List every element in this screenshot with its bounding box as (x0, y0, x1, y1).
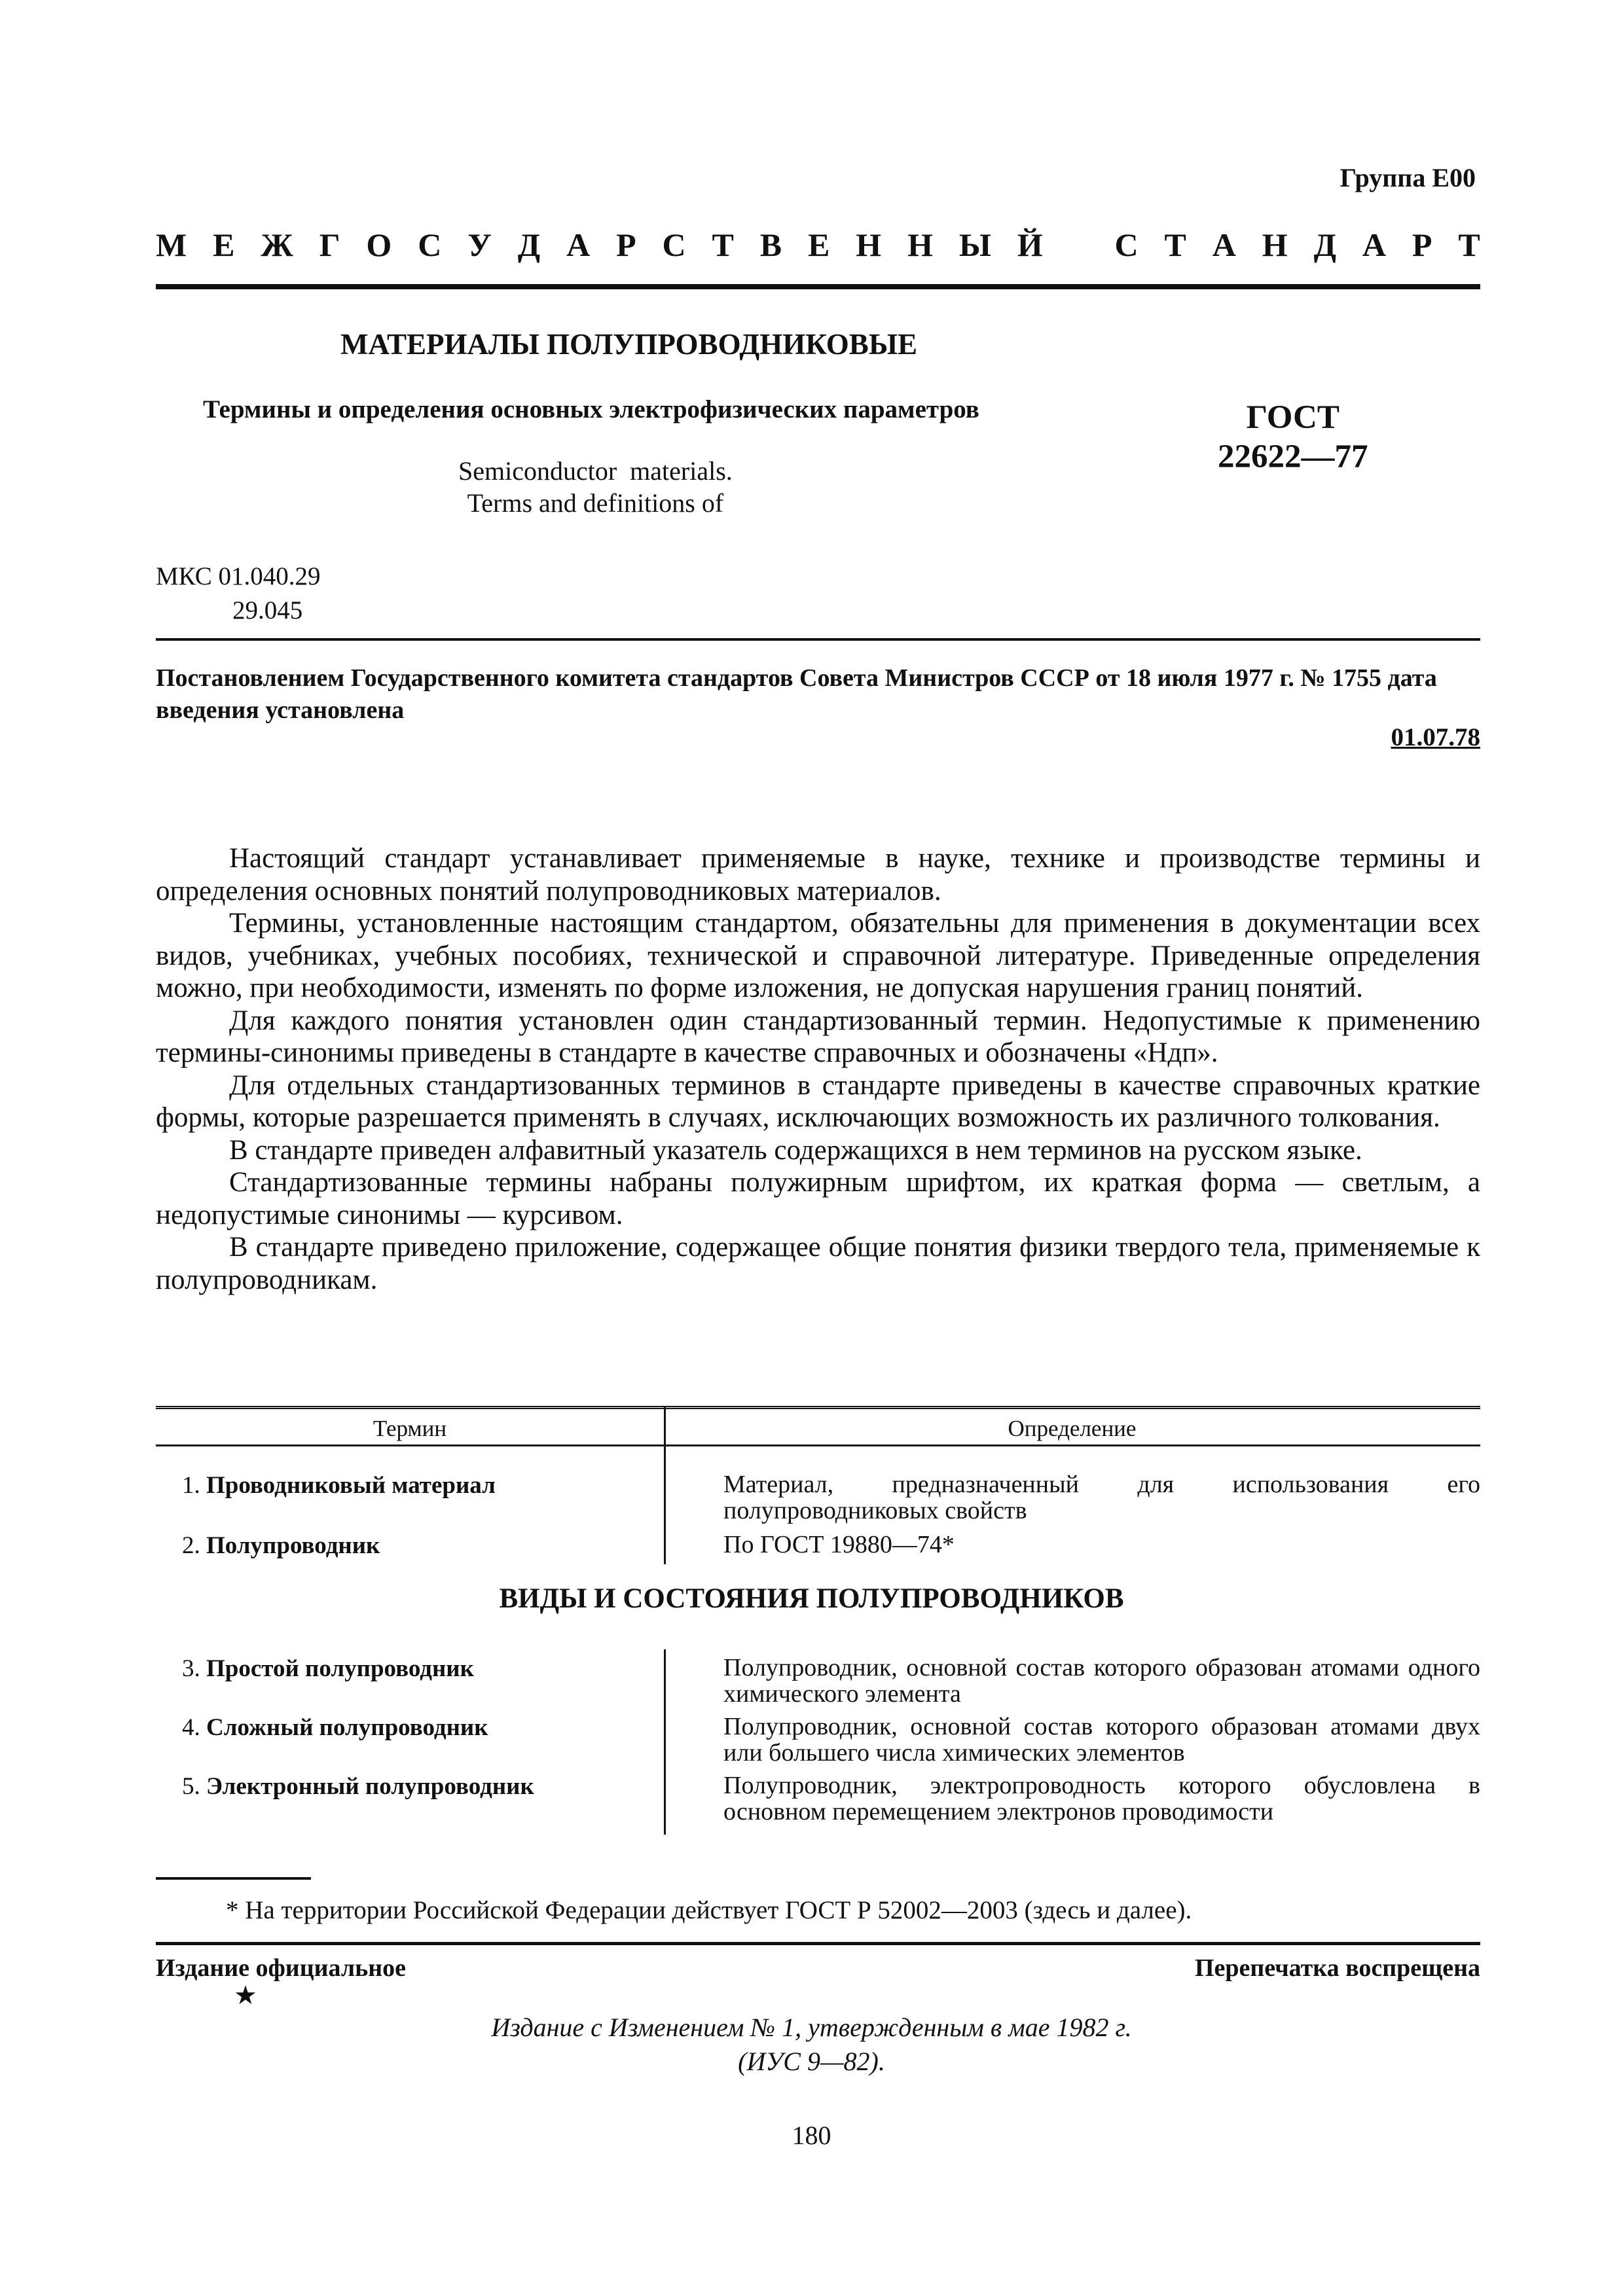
heading-letter: М (156, 226, 187, 263)
header-rule (156, 284, 1480, 289)
english-title: Semiconductor materials. Terms and definitions of (458, 456, 733, 518)
body-paragraph: Термины, установленные настоящим стандартом, обязательны для применения в документации всех видов, учебниках, учебных пособиях, технической и справочной литературе. Приведенные определения можно, при необходимости, изменять по форме изложения, не допуская нарушения границ понятий. (156, 908, 1480, 1003)
group-label: Группа Е00 (1340, 163, 1476, 192)
amendment-note: Издание с Изменением № 1, утвержденным в мае 1982 г. (ИУС 9—82). (491, 2013, 1132, 2076)
document-subtitle: Термины и определения основных электрофизических параметров (203, 395, 979, 423)
body-paragraph: Настоящий стандарт устанавливает применяемые в науке, технике и производстве термины и определения основных понятий полупроводниковых материалов. (156, 843, 1480, 906)
gost-number: 22622—77 (1218, 439, 1368, 475)
term-bold: Электронный полупроводник (206, 1773, 534, 1800)
term-bold: Проводниковый материал (206, 1472, 496, 1499)
table-row-definition: Полупроводник, электропроводность которого обусловлена в основном перемещением электронов проводимости (723, 1772, 1480, 1825)
footnote-rule (156, 1877, 311, 1880)
heading-letter: Р (616, 226, 636, 263)
official-edition-label: Издание официальное (156, 1954, 407, 1982)
mks-codes (156, 560, 320, 628)
table-row-definition: Материал, предназначенный для использования его полупроводниковых свойств (723, 1471, 1480, 1524)
introduction-body (156, 842, 1480, 1296)
table-row-definition: Полупроводник, основной состав которого образован атомами двух или большего числа химических элементов (723, 1713, 1480, 1767)
column-header-definition: Определение (1008, 1416, 1137, 1441)
heading-letter: Д (1313, 226, 1336, 263)
heading-letter: Н (907, 226, 933, 263)
body-paragraph: Стандартизованные термины набраны полужирным шрифтом, их краткая форма — светлым, а недопустимые синонимы — курсивом. (156, 1167, 1480, 1230)
heading-letter: С (662, 226, 686, 263)
introduction-date: 01.07.78 (1391, 723, 1480, 751)
body-paragraph: Для каждого понятия установлен один стандартизованный термин. Недопустимые к применению термины-синонимы приведены в стандарте в качестве справочных и обозначены «Ндп». (156, 1005, 1480, 1068)
heading-letter: Р (1412, 226, 1432, 263)
mks-code-secondary: 29.045 (232, 596, 303, 624)
body-paragraph: В стандарте приведен алфавитный указатель содержащихся в нем терминов на русском языке. (229, 1134, 1362, 1166)
heading-letter: У (467, 226, 492, 263)
term-bold: Сложный полупроводник (206, 1714, 488, 1741)
body-paragraph: В стандарте приведено приложение, содержащее общие понятия физики твердого тела, применяемые к полупроводникам. (156, 1232, 1480, 1295)
heading-letter: Т (712, 226, 734, 263)
table-row-term: 5. Электронный полупроводник (182, 1773, 534, 1800)
mks-code-primary: МКС 01.040.29 (156, 562, 321, 590)
footnote: * На территории Российской Федерации действует ГОСТ Р 52002—2003 (здесь и далее). (226, 1896, 1192, 1924)
heading-letter: А (566, 226, 591, 263)
heading-letter: Е (808, 226, 830, 263)
table-row-term: 3. Простой полупроводник (182, 1655, 474, 1682)
heading-letter: Н (856, 226, 882, 263)
body-paragraph: Для отдельных стандартизованных терминов в стандарте приведены в качестве справочных краткие формы, которые разрешается применять в случаях, исключающих возможность их различного толкования. (156, 1069, 1480, 1133)
footer-rule (156, 1942, 1480, 1945)
heading-letter: Т (1164, 226, 1186, 263)
column-header-term: Термин (373, 1416, 447, 1441)
heading-letter: Ж (261, 226, 293, 263)
heading-letter: С (418, 226, 442, 263)
mks-rule (156, 638, 1480, 641)
table-row-definition: Полупроводник, основной состав которого образован атомами одного химического элемента (723, 1654, 1480, 1708)
heading-letter: С (1114, 226, 1139, 263)
heading-letter: В (759, 226, 782, 263)
gost-designation (1218, 398, 1368, 476)
table-row-term: 4. Сложный полупроводник (182, 1714, 488, 1741)
page-number: 180 (792, 2121, 831, 2150)
heading-letter (1069, 226, 1089, 264)
section-title: ВИДЫ И СОСТОЯНИЯ ПОЛУПРОВОДНИКОВ (499, 1583, 1124, 1614)
heading-letter: А (1362, 226, 1386, 263)
table-row-term: 2. Полупроводник (182, 1532, 380, 1559)
heading-letter: Г (319, 226, 340, 263)
table-row-definition: По ГОСТ 19880—74* (723, 1531, 955, 1558)
interstate-standard-heading (156, 226, 1480, 264)
reprint-prohibited-label: Перепечатка воспрещена (1194, 1954, 1480, 1982)
gost-label: ГОСТ (1246, 399, 1340, 436)
decree-text: Постановлением Государственного комитета стандартов Совета Министров СССР от 18 июля 1977 г. № 1755 дата введения установлена (156, 664, 1437, 724)
table-divider (664, 1406, 666, 1564)
star-icon: ★ (234, 1981, 257, 2010)
heading-letter: Н (1262, 226, 1288, 263)
heading-letter: А (1212, 226, 1236, 263)
heading-letter: Д (517, 226, 541, 263)
heading-letter: О (366, 226, 392, 263)
table-divider (664, 1649, 666, 1835)
heading-letter: Е (213, 226, 235, 263)
heading-letter: Т (1458, 226, 1480, 263)
terms-table-header (156, 1406, 1480, 1446)
heading-letter: Ы (958, 226, 991, 263)
term-bold: Простой полупроводник (206, 1655, 474, 1682)
term-bold: Полупроводник (206, 1532, 380, 1559)
table-row-term: 1. Проводниковый материал (182, 1472, 496, 1499)
document-title: МАТЕРИАЛЫ ПОЛУПРОВОДНИКОВЫЕ (340, 328, 918, 361)
heading-letter: Й (1017, 226, 1043, 263)
